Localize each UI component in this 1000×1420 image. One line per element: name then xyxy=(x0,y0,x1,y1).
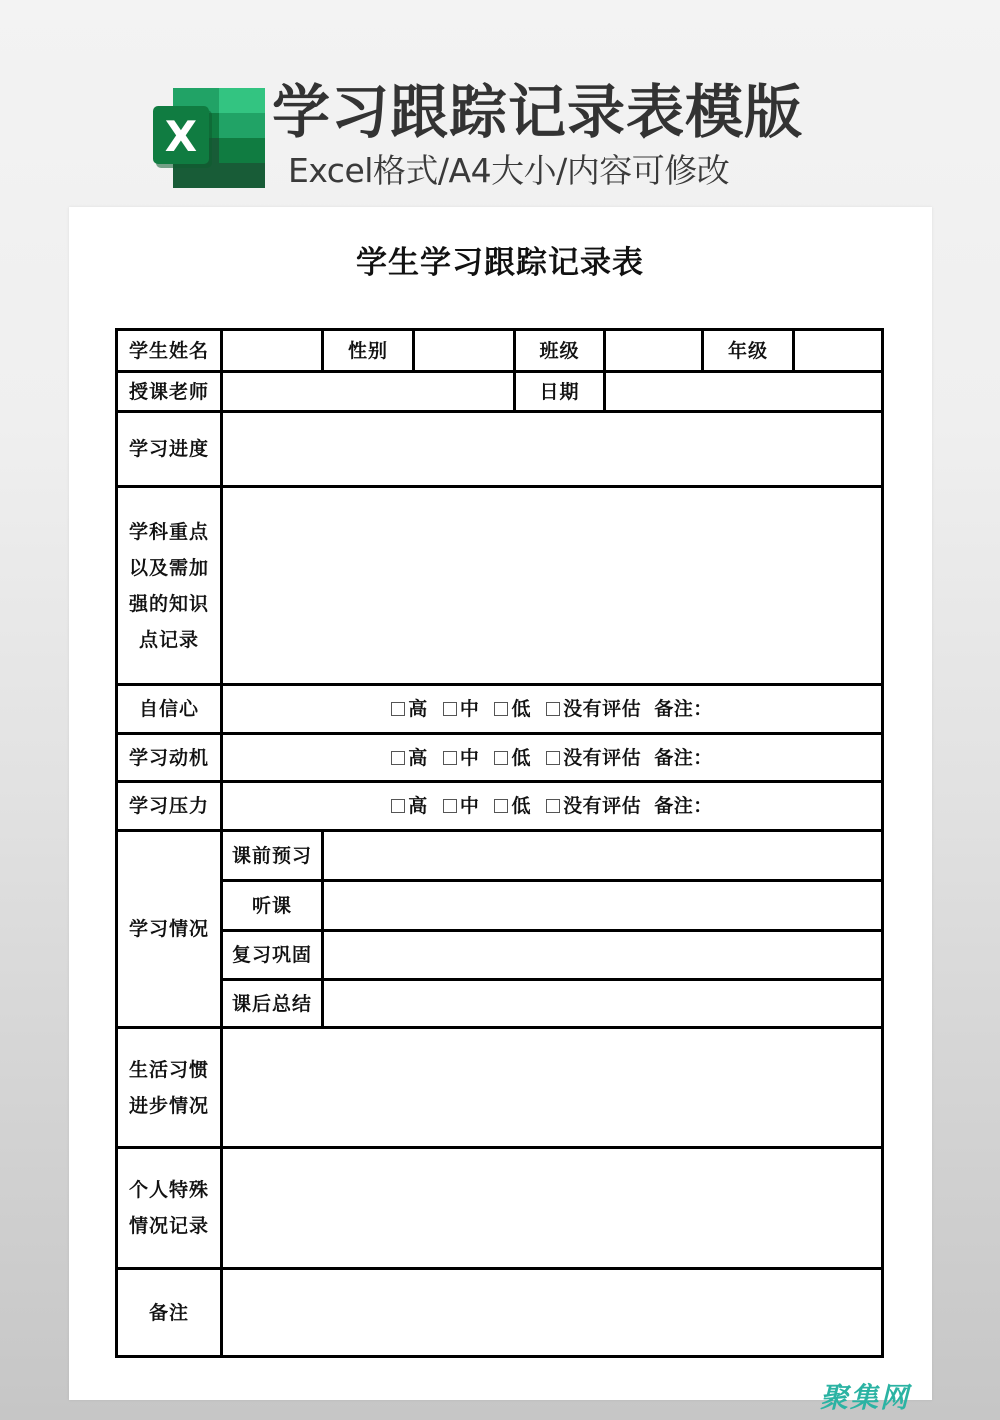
checkbox-not-assessed[interactable] xyxy=(546,702,560,716)
grade-field[interactable] xyxy=(795,331,881,370)
motivation-rating: 高 中 低 没有评估 备注： xyxy=(223,735,881,780)
document-title: 学生学习跟踪记录表 xyxy=(356,245,644,281)
remarks-label: 备注 xyxy=(148,1301,189,1324)
review-field[interactable] xyxy=(324,932,881,978)
label-line: 强的知识 xyxy=(128,592,209,615)
preview-field[interactable] xyxy=(324,832,881,879)
special-field[interactable] xyxy=(223,1149,881,1267)
teacher-field[interactable] xyxy=(223,373,513,410)
motivation-label: 学习动机 xyxy=(128,746,209,769)
remark-label: 备注： xyxy=(654,746,713,769)
study-situation-label: 学习情况 xyxy=(128,918,209,940)
pressure-label: 学习压力 xyxy=(128,795,209,817)
checkbox-medium[interactable] xyxy=(443,702,457,716)
confidence-label: 自信心 xyxy=(138,698,199,720)
watermark-logo: 聚集网 xyxy=(820,1381,911,1414)
student-name-label: 学生姓名 xyxy=(128,339,209,362)
teacher-label: 授课老师 xyxy=(128,380,209,403)
banner-title: 学习跟踪记录表模版 xyxy=(272,78,804,146)
lecture-field[interactable] xyxy=(324,882,881,929)
remark-label: 备注： xyxy=(654,698,713,720)
habits-label xyxy=(118,1029,220,1146)
checkbox-medium[interactable] xyxy=(443,799,457,813)
label-line: 生活习惯 xyxy=(128,1058,209,1081)
summary-field[interactable] xyxy=(324,981,881,1026)
summary-label: 课后总结 xyxy=(231,992,312,1015)
checkbox-not-assessed[interactable] xyxy=(546,751,560,765)
checkbox-high[interactable] xyxy=(391,702,405,716)
remarks-field[interactable] xyxy=(223,1270,881,1355)
label-line: 进步情况 xyxy=(128,1094,209,1117)
date-field[interactable] xyxy=(606,373,881,410)
checkbox-low[interactable] xyxy=(494,799,508,813)
lecture-label: 听课 xyxy=(251,894,292,917)
progress-field[interactable] xyxy=(223,413,881,485)
gender-label: 性别 xyxy=(347,339,388,362)
checkbox-high[interactable] xyxy=(391,751,405,765)
label-line: 个人特殊 xyxy=(128,1179,209,1201)
grade-label: 年级 xyxy=(727,339,768,362)
label-line: 学科重点 xyxy=(128,520,209,543)
label-line: 以及需加 xyxy=(128,556,209,579)
review-label: 复习巩固 xyxy=(231,944,312,966)
key-points-label xyxy=(118,488,220,683)
checkbox-high[interactable] xyxy=(391,799,405,813)
checkbox-low[interactable] xyxy=(494,751,508,765)
checkbox-low[interactable] xyxy=(494,702,508,716)
checkbox-not-assessed[interactable] xyxy=(546,799,560,813)
special-label xyxy=(118,1149,220,1267)
label-line: 点记录 xyxy=(138,628,199,651)
label-line: 情况记录 xyxy=(128,1215,209,1237)
habits-field[interactable] xyxy=(223,1029,881,1146)
progress-label: 学习进度 xyxy=(128,438,209,460)
excel-icon xyxy=(153,88,265,188)
date-label: 日期 xyxy=(539,380,580,403)
key-points-field[interactable] xyxy=(223,488,881,683)
banner-subtitle: Excel格式/A4大小/内容可修改 xyxy=(288,151,730,190)
preview-label: 课前预习 xyxy=(231,844,312,867)
pressure-rating: 高 中 低 没有评估 备注： xyxy=(223,783,881,829)
class-field[interactable] xyxy=(606,331,701,370)
student-name-field[interactable] xyxy=(223,331,321,370)
confidence-rating: 高 中 低 没有评估 备注： xyxy=(223,686,881,732)
gender-field[interactable] xyxy=(415,331,513,370)
checkbox-medium[interactable] xyxy=(443,751,457,765)
class-label: 班级 xyxy=(539,339,580,362)
remark-label: 备注： xyxy=(654,795,713,817)
svg-text:X: X xyxy=(164,112,198,161)
